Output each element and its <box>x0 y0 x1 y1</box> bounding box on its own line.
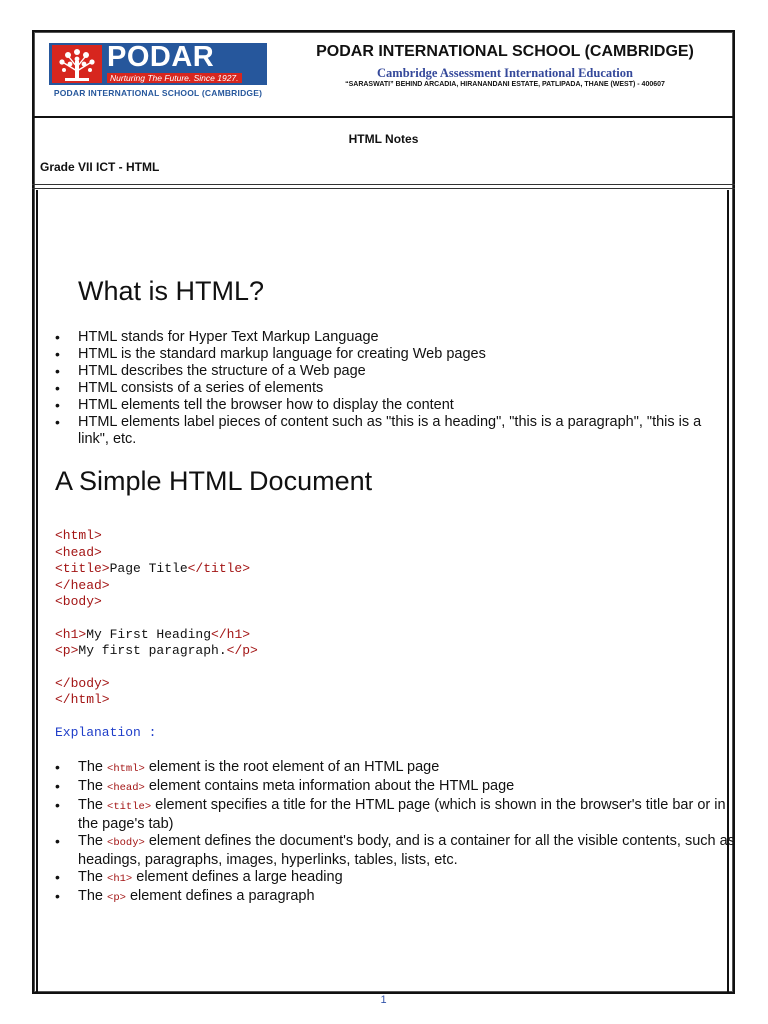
code-line <box>55 578 110 595</box>
page-number: 1 <box>380 994 387 1006</box>
list-item <box>55 759 735 778</box>
code-line <box>55 692 110 709</box>
school-address: “SARASWATI” BEHIND ARCADIA, HIRANANDANI ESTATE, PATLIPADA, THANE (WEST) - 400607 <box>345 81 665 88</box>
code-tag: <html> <box>55 528 102 543</box>
code-text: My first paragraph. <box>78 643 227 658</box>
list-item <box>55 778 735 797</box>
code-tag: </head> <box>55 578 110 593</box>
item-text: The <box>78 833 108 849</box>
code-tag: </p> <box>226 643 258 658</box>
list-item: • HTML is the standard markup language for creating Web pages <box>55 346 735 363</box>
inline-code: <title> <box>107 801 152 813</box>
list-item: • HTML elements tell the browser how to display the content <box>55 397 735 414</box>
tree-icon <box>52 45 102 83</box>
what-is-html-list <box>55 329 735 448</box>
list-item: • HTML consists of a series of elements <box>55 380 735 397</box>
list-item: • HTML describes the structure of a Web page <box>55 363 735 380</box>
code-line <box>55 594 102 611</box>
code-line <box>55 528 102 545</box>
code-tag: </body> <box>55 676 110 691</box>
list-item: • HTML elements label pieces of content such as "this is a heading", "this is a paragraph", "this is a link", etc. <box>55 414 735 448</box>
item-text: The <box>78 797 108 813</box>
item-text: element defines a paragraph <box>125 888 315 904</box>
code-text: My First Heading <box>86 627 212 642</box>
code-line <box>55 643 258 660</box>
code-line <box>55 676 110 693</box>
list-item <box>55 833 735 869</box>
code-tag: <h1> <box>55 627 87 642</box>
school-name: PODAR INTERNATIONAL SCHOOL (CAMBRIDGE) <box>316 43 694 60</box>
code-tag: </html> <box>55 692 110 707</box>
list-item: • HTML stands for Hyper Text Markup Language <box>55 329 735 346</box>
inline-code: <p> <box>107 892 126 904</box>
item-text: element specifies a title for the HTML page (which is shown in the browser's title bar or in the page's tab) <box>78 797 726 832</box>
code-line <box>55 561 250 578</box>
explanation-list <box>55 759 735 907</box>
logo-brand-text: PODAR <box>107 41 215 73</box>
notes-title: HTML Notes <box>348 132 419 146</box>
section-heading-what-is-html: What is HTML? <box>78 276 265 306</box>
code-line <box>55 627 250 644</box>
inline-code: <body> <box>107 837 145 849</box>
inline-code: <html> <box>107 763 145 775</box>
meta-divider-bottom <box>32 188 735 189</box>
item-text: The <box>78 869 108 885</box>
code-tag: </h1> <box>211 627 251 642</box>
code-text: Page Title <box>109 561 188 576</box>
logo-tagline: Nurturing The Future. Since 1927. <box>107 73 242 83</box>
section-heading-simple-document: A Simple HTML Document <box>55 466 373 496</box>
code-tag: <title> <box>55 561 110 576</box>
code-tag: <p> <box>55 643 79 658</box>
list-item <box>55 888 735 907</box>
code-tag: </title> <box>187 561 251 576</box>
list-item <box>55 797 735 833</box>
item-text: element defines a large heading <box>132 869 343 885</box>
meta-divider-top <box>32 184 735 185</box>
item-text: element defines the document's body, and is a container for all the visible contents, such as headings, paragraphs, images, hyperlinks, tables, lists, etc. <box>78 833 735 868</box>
school-logo <box>49 43 267 100</box>
list-item <box>55 869 735 888</box>
inline-code: <h1> <box>107 873 133 885</box>
logo-school-name: PODAR INTERNATIONAL SCHOOL (CAMBRIDGE) <box>53 88 263 98</box>
inline-code: <head> <box>107 782 145 794</box>
code-tag: <head> <box>55 545 102 560</box>
explanation-label: Explanation : <box>55 725 157 740</box>
code-line <box>55 545 102 562</box>
header-divider <box>32 116 735 118</box>
content-left-rule <box>36 190 38 992</box>
grade-label: Grade VII ICT - HTML <box>40 160 160 174</box>
item-text: The <box>78 759 108 775</box>
item-text: The <box>78 778 108 794</box>
item-text: element contains meta information about the HTML page <box>144 778 515 794</box>
item-text: element is the root element of an HTML page <box>144 759 440 775</box>
exam-board: Cambridge Assessment International Education <box>377 66 633 80</box>
item-text: The <box>78 888 108 904</box>
code-tag: <body> <box>55 594 102 609</box>
